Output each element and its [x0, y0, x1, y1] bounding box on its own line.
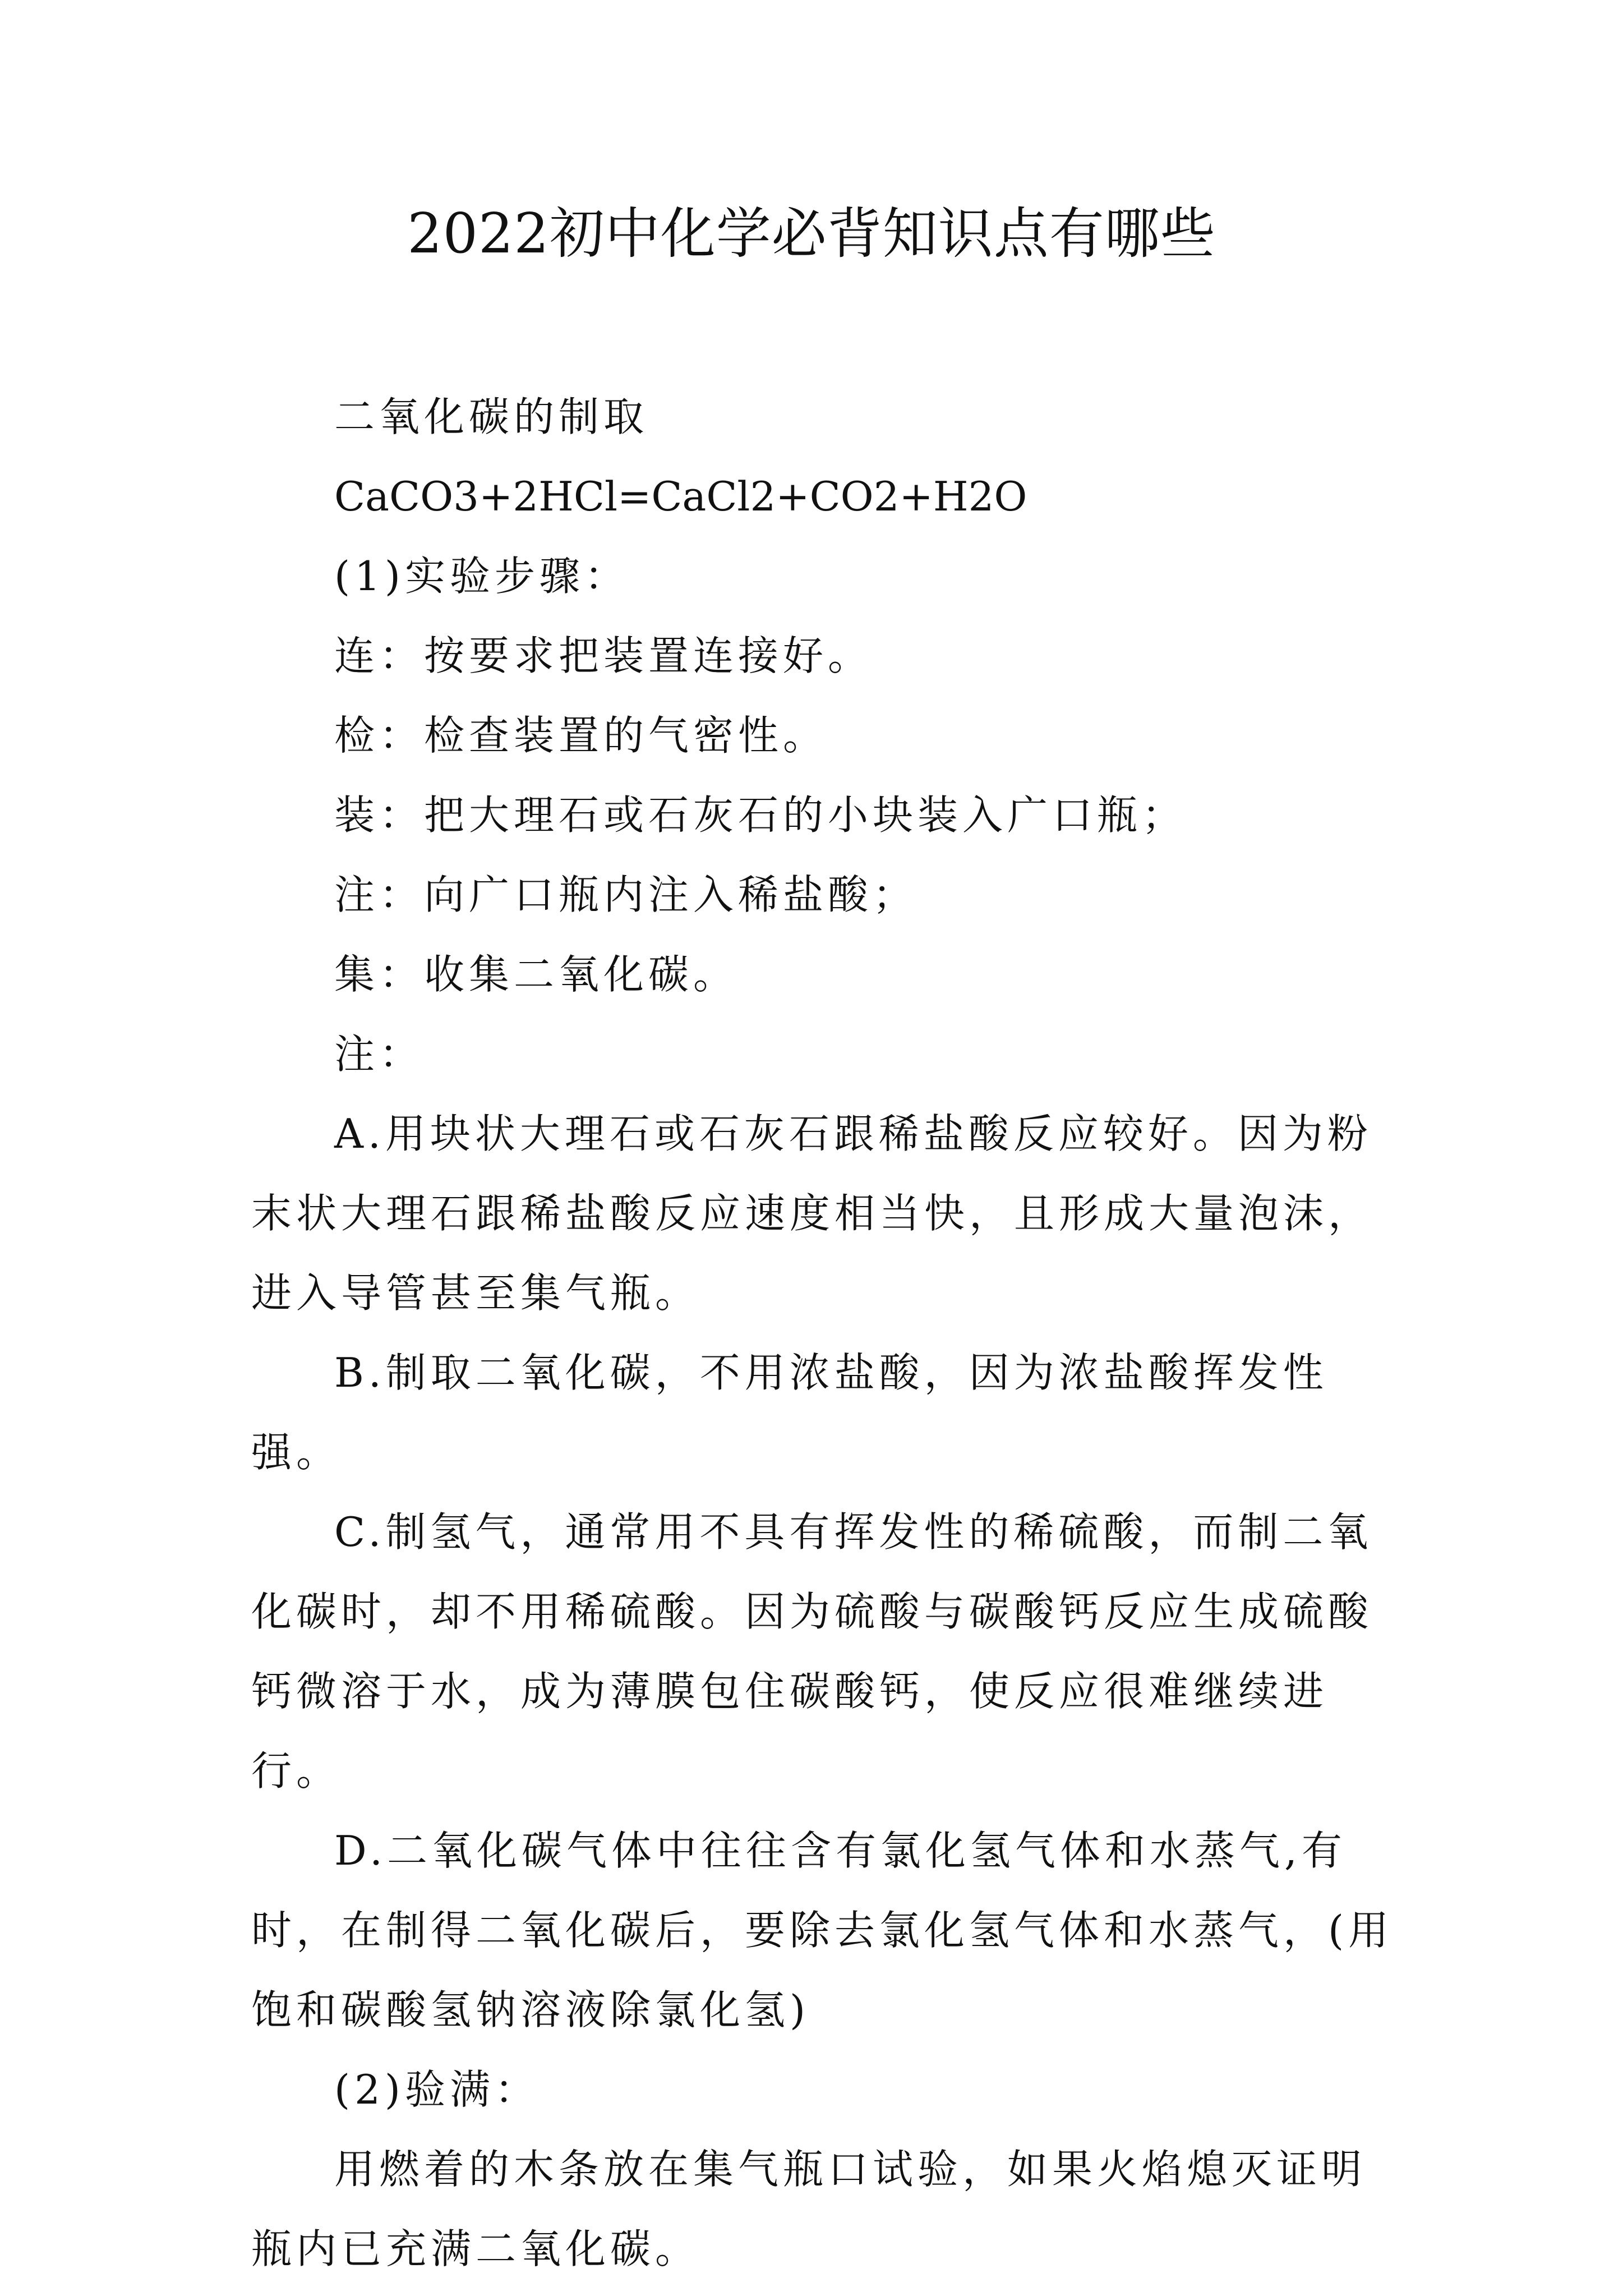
paragraph-step-check: 检：检查装置的气密性。 [334, 712, 828, 759]
paragraph-note-heading: 注： [334, 1030, 425, 1078]
paragraph-note-b: B.制取二氧化碳，不用浓盐酸，因为浓盐酸挥发性强。 [251, 1349, 1328, 1476]
paragraph-experiment-steps: (1)实验步骤： [334, 553, 629, 600]
paragraph-note-c: C.制氢气，通常用不具有挥发性的稀硫酸，而制二氧化碳时，却不用稀硫酸。因为硫酸与碳酸钙反应生成硫酸钙微溶于水，成为薄膜包住碳酸钙，使反应很难继续进行。 [251, 1508, 1373, 1795]
document-title: 2022初中化学必背知识点有哪些 [407, 202, 1216, 266]
paragraph-chemical-equation: CaCO3+2HCl=CaCl2+CO2+H2O [334, 473, 1027, 520]
paragraph-step-connect: 连：按要求把装置连接好。 [334, 632, 873, 679]
paragraph-step-collect: 集：收集二氧化碳。 [334, 951, 739, 998]
paragraph-step-inject: 注：向广口瓶内注入稀盐酸； [334, 871, 918, 918]
paragraph-check-full-method: 用燃着的木条放在集气瓶口试验，如果火焰熄灭证明瓶内已充满二氧化碳。 [251, 2146, 1367, 2272]
document-body [251, 377, 1400, 2289]
paragraph-check-full: (2)验满： [334, 2066, 540, 2113]
paragraph-heading-co2-preparation: 二氧化碳的制取 [334, 393, 649, 440]
paragraph-note-a: A.用块状大理石或石灰石跟稀盐酸反应较好。因为粉末状大理石跟稀盐酸反应速度相当快，且形成大量泡沫，进入导管甚至集气瓶。 [251, 1110, 1373, 1317]
paragraph-step-load: 装：把大理石或石灰石的小块装入广口瓶； [334, 792, 1187, 839]
paragraph-note-d: D.二氧化碳气体中往往含有氯化氢气体和水蒸气,有时，在制得二氧化碳后，要除去氯化氢气体和水蒸气，(用饱和碳酸氢钠溶液除氯化氢) [251, 1827, 1394, 2033]
